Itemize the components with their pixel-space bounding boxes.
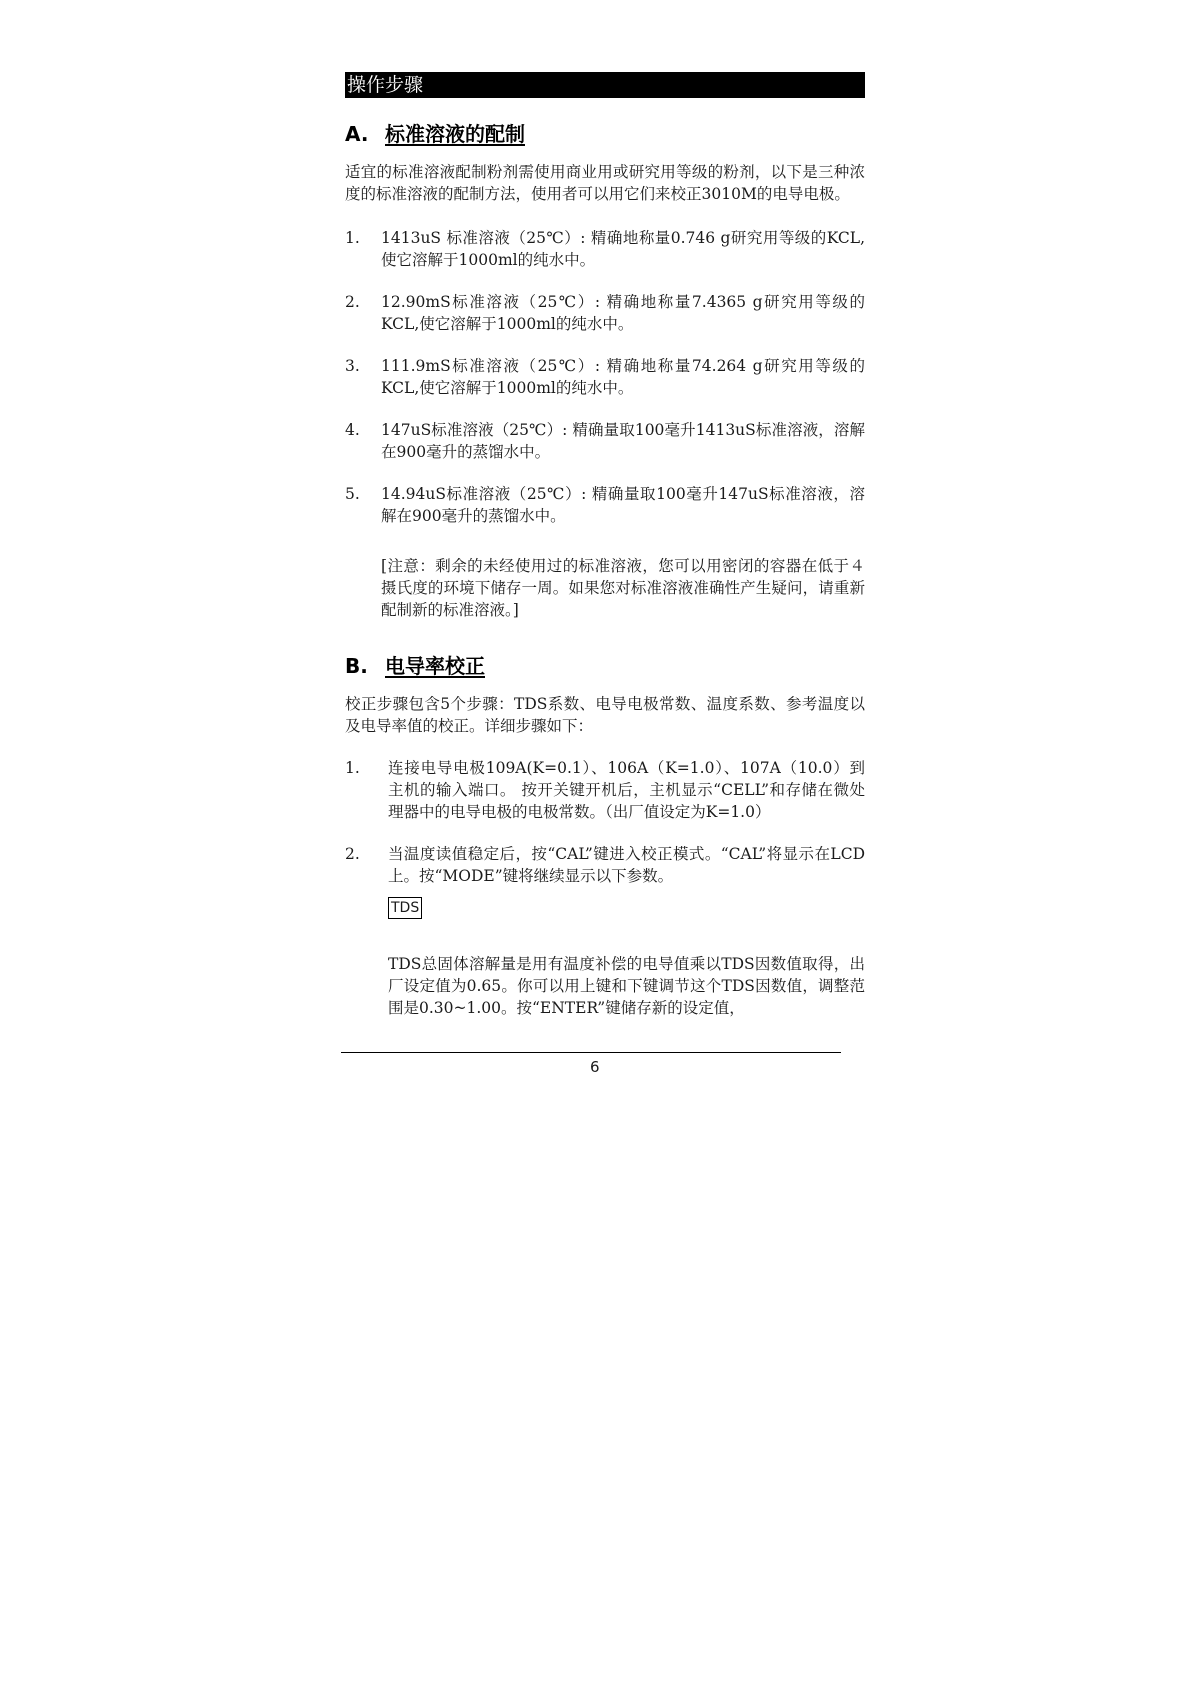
list-item <box>345 843 865 887</box>
list-item <box>345 291 865 335</box>
section-b-intro: 校正步骤包含5个步骤：TDS系数、电导电极常数、温度系数、参考温度以及电导率值的校正。详细步骤如下： <box>345 695 865 735</box>
tds-display-label: TDS <box>388 897 422 919</box>
list-item-number: 1. <box>345 229 360 247</box>
list-item-text: 147uS标准溶液（25℃）: 精确量取100毫升1413uS标准溶液，溶解在900毫升的蒸馏水中。 <box>381 421 865 461</box>
section-a-intro: 适宜的标准溶液配制粉剂需使用商业用或研究用等级的粉剂，以下是三种浓度的标准溶液的配制方法，使用者可以用它们来校正3010M的电导电极。 <box>345 163 865 203</box>
section-a-heading <box>345 118 865 147</box>
list-item-number: 3. <box>345 357 360 375</box>
list-item-number: 2. <box>345 293 360 311</box>
page-number: 6 <box>590 1058 600 1076</box>
tds-description: TDS总固体溶解量是用有温度补偿的电导值乘以TDS因数值取得，出厂设定值为0.65。你可以用上键和下键调节这个TDS因数值，调整范围是0.30~1.00。按“ENTER”键储存新的设定值， <box>388 954 865 1017</box>
list-item-text: 14.94uS标准溶液（25℃）: 精确量取100毫升147uS标准溶液，溶解在900毫升的蒸馏水中。 <box>381 485 865 525</box>
list-item-number: 4. <box>345 421 360 439</box>
list-item <box>345 355 865 399</box>
list-item <box>345 483 865 527</box>
section-b-heading <box>345 650 865 679</box>
section-b-title: 电导率校正 <box>385 654 485 678</box>
list-item-text: 连接电导电极109A(K=0.1）、106A（K=1.0）、107A（10.0）到主机的输入端口。 按开关键开机后，主机显示“CELL”和存储在微处理器中的电导电极的电极常数。（出厂值设定为K=1.0） <box>388 759 865 821</box>
list-item <box>345 227 865 271</box>
list-item <box>345 757 865 823</box>
page-content <box>345 72 865 1034</box>
list-item-number: 1. <box>345 759 360 777</box>
section-a-title: 标准溶液的配制 <box>385 122 525 146</box>
list-item-text: 1413uS 标准溶液（25℃）: 精确地称量0.746 g研究用等级的KCL,使它溶解于1000ml的纯水中。 <box>381 229 865 269</box>
list-item-text: 当温度读值稳定后，按“CAL”键进入校正模式。“CAL”将显示在LCD上。按“MODE”键将继续显示以下参数。 <box>388 845 865 885</box>
section-b-letter: B. <box>345 654 368 678</box>
list-item-number: 5. <box>345 485 360 503</box>
list-item-number: 2. <box>345 845 360 863</box>
section-a-letter: A. <box>345 122 369 146</box>
page-title: 操作步骤 <box>345 72 865 98</box>
storage-note: [注意：剩余的未经使用过的标准溶液，您可以用密闭的容器在低于４摄氏度的环境下储存一周。如果您对标准溶液准确性产生疑问，请重新配制新的标准溶液。] <box>381 556 865 619</box>
section-b-list <box>345 757 865 887</box>
footer-divider <box>341 1052 841 1053</box>
section-a-list <box>345 227 865 527</box>
list-item-text: 111.9mS标准溶液（25℃）: 精确地称量74.264 g研究用等级的KCL,使它溶解于1000ml的纯水中。 <box>381 357 865 397</box>
list-item-text: 12.90mS标准溶液（25℃）: 精确地称量7.4365 g研究用等级的KCL,使它溶解于1000ml的纯水中。 <box>381 293 865 333</box>
list-item <box>345 419 865 463</box>
